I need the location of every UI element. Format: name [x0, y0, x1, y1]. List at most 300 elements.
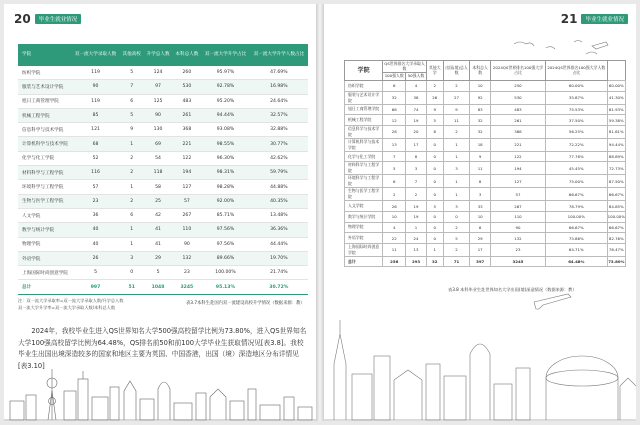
table-cell: 3 [470, 188, 491, 201]
overseas-university-table [344, 60, 626, 267]
table-cell: 256 [383, 256, 406, 267]
table-cell: 51 [120, 280, 144, 294]
column-header: 本科总人数 [470, 61, 491, 81]
table-caption: 表3.7本科生赴国内双一流建设高校升学情况（数据来源：教） [186, 301, 305, 306]
table-row [345, 243, 626, 256]
table-cell: 信息科学与技术学院 [18, 123, 71, 137]
table-cell: 18 [470, 138, 491, 151]
table-cell: 2 [443, 222, 470, 233]
table-cell: 上海国际时尚创意学院 [18, 266, 71, 280]
table-cell: 261 [172, 108, 201, 122]
table-cell: 95.97% [201, 66, 249, 80]
table-cell: 1 [406, 222, 426, 233]
table-cell: 3245 [172, 280, 201, 294]
table-cell: 97 [144, 80, 173, 94]
table-cell: 95.20% [201, 94, 249, 108]
table-cell: 261 [490, 115, 545, 126]
table-cell: 132 [490, 233, 545, 244]
table-cell: 2 [120, 151, 144, 165]
table-cell: 外语学院 [345, 233, 383, 244]
table-row [345, 115, 626, 126]
table-cell: 11 [470, 162, 491, 175]
table-cell: 物理学院 [18, 237, 71, 251]
table-cell: 132 [172, 251, 201, 265]
table-cell: 2 [120, 194, 144, 208]
table-cell: 194 [490, 162, 545, 175]
table-cell: 368 [172, 123, 201, 137]
table-cell: 64.71% [545, 243, 607, 256]
table-row [345, 151, 626, 162]
table-cell: 0 [426, 151, 443, 162]
table-cell: 52 [71, 151, 119, 165]
table-cell: 材料科学与工程学院 [18, 166, 71, 180]
table-cell: 16.98% [250, 80, 308, 94]
table-cell: 5 [71, 266, 119, 280]
table-notes [18, 298, 168, 311]
table-cell: 20 [406, 125, 426, 138]
table-cell: 1 [443, 188, 470, 201]
table-cell: 130 [144, 123, 173, 137]
table-cell: 总计 [18, 280, 71, 294]
table-cell: 服装与艺术设计学院 [18, 80, 71, 94]
table-cell: 5 [120, 108, 144, 122]
table-cell: 19 [406, 201, 426, 212]
table-cell: 32 [383, 91, 406, 104]
table-cell: 1 [443, 151, 470, 162]
table-cell: 47.69% [250, 66, 308, 80]
table-cell: 72.22% [545, 138, 607, 151]
table-cell: 76.47% [607, 243, 625, 256]
table-cell: 92.00% [201, 194, 249, 208]
table-cell: 材料科学与工程学院 [345, 162, 383, 175]
table-cell: 100.00% [607, 212, 625, 223]
table-cell: 98.28% [201, 180, 249, 194]
table-cell: 57 [71, 180, 119, 194]
table-cell: 41.30% [607, 91, 625, 104]
table-row [345, 201, 626, 212]
table-cell: 1 [426, 243, 443, 256]
table-cell: 368 [490, 125, 545, 138]
table-cell: 40.35% [250, 194, 308, 208]
page-number: 20 [14, 12, 31, 26]
table-cell: 2 [426, 81, 443, 92]
table-cell: 87.50% [607, 175, 625, 188]
table-cell: 1 [120, 223, 144, 237]
table-cell: 85 [71, 108, 119, 122]
table-cell: 计算机科学与技术学院 [345, 138, 383, 151]
table-cell: 9 [443, 104, 470, 115]
table-cell: 40 [71, 223, 119, 237]
table-cell: 10 [470, 81, 491, 92]
table-cell: 221 [490, 138, 545, 151]
table-cell: 6 [120, 94, 144, 108]
table-cell: 530 [172, 80, 201, 94]
body-paragraph: 2024年，我校毕业生进入QS世界知名大学500强高校留学比例为73.80%，进入QS世界知名大学100强高校留学比例为64.48%，QS排名前50和前100大学毕业生获取情况见[表3.8]。我校毕业生出国出境深造较多的国家和地区主要为英国、中国香港，出国（境）深造地区分布详情见[表3.10] [18, 327, 307, 371]
table-cell: 17 [406, 138, 426, 151]
table-cell: 45.45% [545, 162, 607, 175]
table-cell: 2 [443, 243, 470, 256]
table-cell: 90 [490, 222, 545, 233]
table-cell: 环境科学与工程学院 [345, 175, 383, 188]
left-page [4, 4, 316, 421]
section-tag: 毕业生就业情况 [581, 14, 628, 24]
table-cell: 3 [120, 251, 144, 265]
table-cell: 60.00% [607, 81, 625, 92]
table-cell: 125 [144, 94, 173, 108]
university-admission-table [18, 44, 308, 295]
table-cell: 92.78% [201, 80, 249, 94]
table-cell: 25 [144, 194, 173, 208]
table-cell: 40 [71, 237, 119, 251]
table-cell: 数学与统计学院 [18, 223, 71, 237]
table-cell: 纺织学院 [18, 66, 71, 80]
table-cell: 机械工程学院 [18, 108, 71, 122]
table-cell: 32.88% [250, 123, 308, 137]
table-cell: 10 [470, 212, 491, 223]
table-cell: 计算机科学与技术学院 [18, 137, 71, 151]
column-header: 2024QS世界排名100强大学占比 [490, 61, 545, 81]
table-cell: 54 [144, 151, 173, 165]
table-cell: 2 [443, 81, 470, 92]
table-row [18, 80, 308, 94]
table-cell: 71 [443, 256, 470, 267]
table-row [345, 212, 626, 223]
table-cell: 78.79% [545, 201, 607, 212]
column-header: 双一流大学录取人数 [71, 44, 119, 66]
right-page [324, 4, 636, 421]
section-tag: 毕业生就业情况 [35, 14, 82, 24]
table-cell: 13.48% [250, 208, 308, 222]
table-cell: 397 [470, 256, 491, 267]
table-cell: 0 [426, 222, 443, 233]
table-cell: 32.57% [250, 108, 308, 122]
table-cell: 11 [443, 115, 470, 126]
table-cell: 90 [144, 108, 173, 122]
table-row [18, 237, 308, 251]
table-row [18, 194, 308, 208]
table-cell: 74 [406, 104, 426, 115]
table-cell: 5 [144, 266, 173, 280]
table-cell: 260 [172, 66, 201, 80]
table-cell: 26 [71, 251, 119, 265]
book-gutter [316, 4, 324, 421]
table-cell: 13 [406, 243, 426, 256]
table-cell: 6 [470, 222, 491, 233]
table-cell: 1 [443, 138, 470, 151]
table-cell: 36.36% [250, 223, 308, 237]
table-cell: 30.72% [250, 280, 308, 294]
table-cell: 75.86% [545, 233, 607, 244]
table-cell: 100.00% [545, 212, 607, 223]
table-cell: 1 [120, 237, 144, 251]
table-row [18, 66, 308, 80]
table-cell: 75.53% [545, 104, 607, 115]
table-cell: 93.08% [201, 123, 249, 137]
table-cell: 9 [120, 123, 144, 137]
table-cell: 69 [144, 137, 173, 151]
table-cell: 97.56% [201, 223, 249, 237]
column-header: 50强人数 [406, 73, 426, 81]
table-row [18, 251, 308, 265]
column-header: 升学总人数 [144, 44, 173, 66]
table-cell: 信息科学与技术学院 [345, 125, 383, 138]
table-cell: 97.56% [201, 237, 249, 251]
table-cell: 生物与医学工程学院 [18, 194, 71, 208]
column-header: 其他大学 [426, 61, 443, 81]
column-group-header: QS世界排名大学录取人数 [383, 61, 427, 73]
table-cell: 6 [383, 81, 406, 92]
table-cell: 81.61% [607, 125, 625, 138]
table-cell: 23 [172, 266, 201, 280]
table-cell: 7 [406, 175, 426, 188]
column-header: 本科总人数 [172, 44, 201, 66]
table-cell: 2 [383, 188, 406, 201]
table-cell: 250 [490, 81, 545, 92]
table-cell: 89.66% [201, 251, 249, 265]
table-cell: 66.67% [607, 188, 625, 201]
table-row [18, 123, 308, 137]
table-row [18, 180, 308, 194]
city-skyline-illustration [4, 361, 316, 421]
table-cell: 127 [490, 175, 545, 188]
table-cell: 72.73% [607, 162, 625, 175]
table-cell: 110 [172, 223, 201, 237]
table-cell: 35.87% [545, 91, 607, 104]
table-cell: 90 [172, 237, 201, 251]
table-header-row [345, 61, 626, 73]
table-cell: 9 [426, 104, 443, 115]
table-row [345, 138, 626, 151]
table-row [18, 266, 308, 280]
table-cell: 85.71% [201, 208, 249, 222]
table-cell: 3 [443, 201, 470, 212]
table-cell: 数学与统计学院 [345, 212, 383, 223]
table-cell: 11 [383, 243, 406, 256]
table-cell: 66.67% [607, 222, 625, 233]
table-cell: 22 [383, 233, 406, 244]
table-cell: 73.80% [607, 256, 625, 267]
table-cell: 0 [426, 188, 443, 201]
table-cell: 0 [426, 175, 443, 188]
table-cell: 2 [443, 125, 470, 138]
table-cell: 1048 [144, 280, 173, 294]
table-cell: 机械工程学院 [345, 115, 383, 126]
table-cell: 21.74% [250, 266, 308, 280]
table-cell: 4 [406, 81, 426, 92]
table-cell: 7 [120, 80, 144, 94]
table-cell: 23 [71, 194, 119, 208]
column-header: 双一流大学升学占比 [201, 44, 249, 66]
table-row [18, 151, 308, 165]
table-cell: 64.48% [545, 256, 607, 267]
table-cell: 5 [426, 115, 443, 126]
table-cell: 82.76% [607, 233, 625, 244]
table-cell: 267 [172, 208, 201, 222]
table-cell: 7 [383, 151, 406, 162]
table-cell: 124 [144, 66, 173, 80]
table-cell: 8 [470, 175, 491, 188]
table-cell: 32 [470, 125, 491, 138]
table-cell: 58 [144, 180, 173, 194]
table-cell: 75.00% [545, 175, 607, 188]
table-cell: 32 [470, 115, 491, 126]
table-cell: 28 [383, 125, 406, 138]
table-cell: 194 [172, 166, 201, 180]
table-cell: 30.77% [250, 137, 308, 151]
table-row [345, 222, 626, 233]
table-cell: 110 [490, 212, 545, 223]
table-cell: 1 [443, 175, 470, 188]
table-cell: 100.00% [201, 266, 249, 280]
table-cell: 96.30% [201, 151, 249, 165]
table-row [18, 166, 308, 180]
table-cell: 293 [406, 256, 426, 267]
table-cell: 57 [490, 188, 545, 201]
table-cell: 41 [144, 237, 173, 251]
left-page-header [14, 12, 81, 26]
table-row [345, 175, 626, 188]
table-row [18, 94, 308, 108]
table-cell: 10 [383, 212, 406, 223]
right-page-header [561, 12, 628, 26]
table-cell: 6 [120, 208, 144, 222]
column-header: 2024QS世界排名100强大学人数占比 [545, 61, 607, 81]
table-cell: 57 [172, 194, 201, 208]
table-cell: 92 [470, 91, 491, 104]
table-cell: 总计 [345, 256, 383, 267]
table-cell: 530 [490, 91, 545, 104]
table-cell: 1 [120, 180, 144, 194]
table-cell: 29 [144, 251, 173, 265]
table-cell: 83 [470, 104, 491, 115]
table-cell: 环境科学与工程学院 [18, 180, 71, 194]
table-cell: 44.88% [250, 180, 308, 194]
table-cell: 3245 [490, 256, 545, 267]
table-cell: 5 [383, 162, 406, 175]
table-cell: 59.79% [250, 166, 308, 180]
table-note: 注：双一流大学录取率=双一流大学录取人数/升学总人数 [18, 298, 124, 303]
table-cell: 2 [406, 188, 426, 201]
table-cell: 0 [426, 138, 443, 151]
table-cell: 997 [71, 280, 119, 294]
table-cell: 3 [406, 162, 426, 175]
table-cell: 化学与化工学院 [345, 151, 383, 162]
table-cell: 77.78% [545, 151, 607, 162]
table-cell: 32 [426, 256, 443, 267]
table-cell: 人文学院 [345, 201, 383, 212]
table-cell: 3 [443, 162, 470, 175]
table-cell: 2 [120, 166, 144, 180]
table-cell: 0 [426, 162, 443, 175]
table-cell: 36 [71, 208, 119, 222]
table-cell: 0 [120, 266, 144, 280]
table-cell: 0 [443, 212, 470, 223]
table-cell: 119 [71, 94, 119, 108]
table-cell: 122 [172, 151, 201, 165]
column-header: 其他高校 [120, 44, 144, 66]
column-header: 双一流大学升学人数占比 [250, 44, 308, 66]
table-row [345, 91, 626, 104]
table-cell: 38 [406, 91, 426, 104]
table-header-row [18, 44, 308, 66]
table-caption: 表3.8 本科毕业生赴世界知名大学出国(境)深造情况（数据来源：教） [448, 287, 577, 292]
table-cell: 90 [71, 80, 119, 94]
table-cell: 483 [172, 94, 201, 108]
table-cell: 13 [383, 138, 406, 151]
table-cell: 8 [426, 125, 443, 138]
table-cell: 24.64% [250, 94, 308, 108]
table-cell: 44.44% [250, 237, 308, 251]
table-cell: 116 [71, 166, 119, 180]
table-cell: 上海国际时尚创意学院 [345, 243, 383, 256]
table-cell: 5 [443, 233, 470, 244]
table-cell: 68 [71, 137, 119, 151]
table-cell: 旭日工商管理学院 [18, 94, 71, 108]
table-cell: 127 [172, 180, 201, 194]
table-cell: 旭日工商管理学院 [345, 104, 383, 115]
table-cell: 81.93% [607, 104, 625, 115]
table-cell: 19 [406, 212, 426, 223]
table-cell: 60.00% [545, 81, 607, 92]
table-cell: 19 [406, 115, 426, 126]
column-header: 100强人数 [383, 73, 406, 81]
column-header: 学院 [18, 44, 71, 66]
table-cell: 41 [144, 223, 173, 237]
table-row [18, 223, 308, 237]
column-header: 出国(境)总人数 [443, 61, 470, 81]
table-row [345, 162, 626, 175]
table-cell: 94.44% [201, 108, 249, 122]
table-cell: 98.31% [201, 166, 249, 180]
table-cell: 68 [383, 104, 406, 115]
table-cell: 27 [443, 91, 470, 104]
table-cell: 119 [71, 66, 119, 80]
table-row [345, 81, 626, 92]
page-number: 21 [560, 12, 578, 26]
column-header: 学院 [345, 61, 383, 81]
table-cell: 121 [71, 123, 119, 137]
table-cell: 59.38% [607, 115, 625, 126]
table-row [345, 125, 626, 138]
table-row [18, 208, 308, 222]
table-cell: 122 [490, 151, 545, 162]
table-cell: 267 [490, 201, 545, 212]
table-cell: 9 [470, 151, 491, 162]
table-cell: 纺织学院 [345, 81, 383, 92]
table-cell: 26 [426, 91, 443, 104]
table-cell: 94.44% [607, 138, 625, 151]
table-cell: 88.89% [607, 151, 625, 162]
table-cell: 17 [470, 243, 491, 256]
table-row [345, 188, 626, 201]
table-cell: 1 [120, 137, 144, 151]
table-cell: 人文学院 [18, 208, 71, 222]
table-cell: 33 [470, 201, 491, 212]
table-cell: 生物与医学工程学院 [345, 188, 383, 201]
table-cell: 外语学院 [18, 251, 71, 265]
table-cell: 66.67% [545, 188, 607, 201]
table-cell: 4 [383, 222, 406, 233]
table-cell: 56.25% [545, 125, 607, 138]
table-cell: 26 [383, 201, 406, 212]
table-cell: 66.67% [545, 222, 607, 233]
table-cell: 化学与化工学院 [18, 151, 71, 165]
table-cell: 0 [426, 212, 443, 223]
table-cell: 0 [426, 233, 443, 244]
table-cell: 物理学院 [345, 222, 383, 233]
table-row [18, 108, 308, 122]
table-cell: 8 [406, 151, 426, 162]
